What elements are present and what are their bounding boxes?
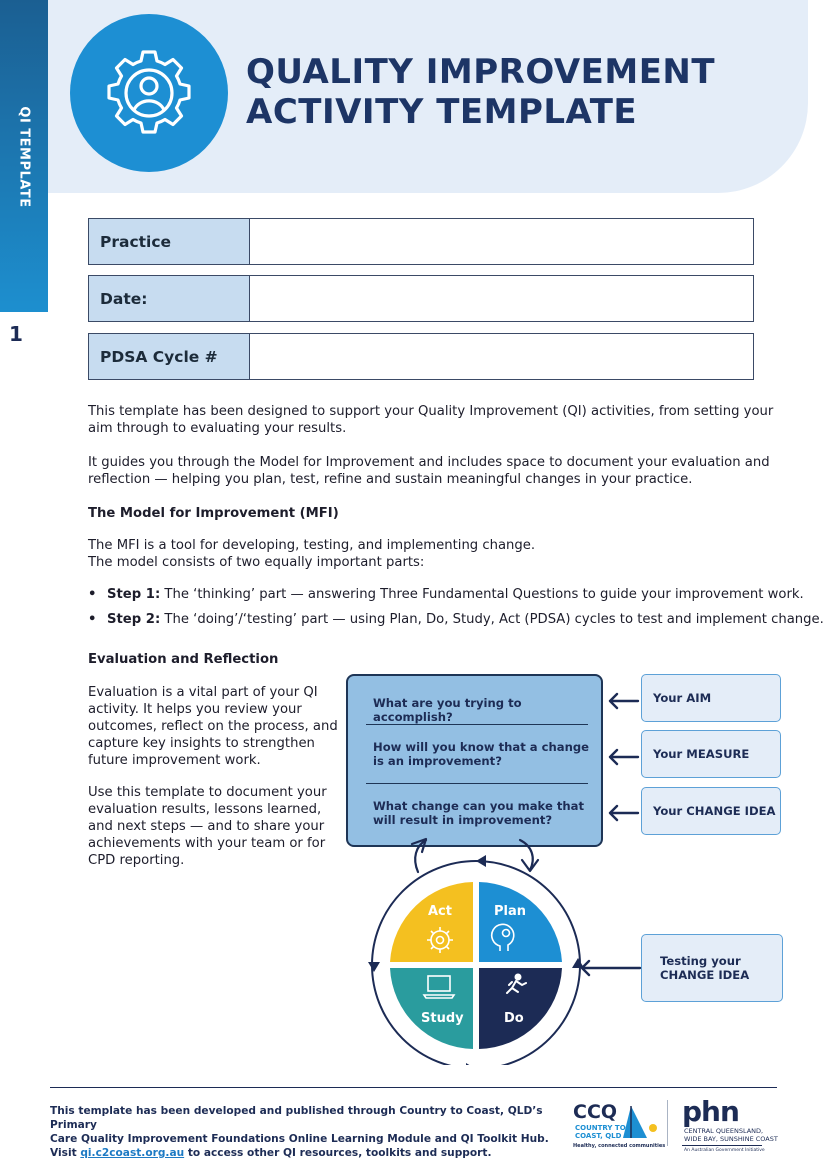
eval-p1-line: outcomes, reflect on the process, and <box>88 719 338 734</box>
intro-paragraph-2 <box>88 454 770 488</box>
pdsa-cycle-label: PDSA Cycle # <box>89 334 250 379</box>
ring-arrowhead-icon <box>368 962 380 972</box>
answer-measure <box>641 730 781 778</box>
answer-measure-label: Your MEASURE <box>653 747 750 761</box>
bullet-marker: • <box>88 587 97 602</box>
date-label: Date: <box>89 276 250 321</box>
question-aim <box>373 696 601 724</box>
eval-p1-line: Evaluation is a vital part of your QI <box>88 685 318 700</box>
eval-p2-line: achievements with your team or for <box>88 836 326 851</box>
answer-testing-line-2: CHANGE IDEA <box>660 968 750 982</box>
ccq-line-1: COUNTRY TO <box>575 1124 626 1132</box>
footer-line-2: Care Quality Improvement Foundations Online Learning Module and QI Toolkit Hub. <box>50 1133 549 1145</box>
sail-icon <box>623 1106 647 1138</box>
cycle-label-study: Study <box>421 1011 464 1026</box>
answer-testing-line-1: Testing your <box>660 954 741 968</box>
question-measure-line-2: is an improvement? <box>373 754 502 768</box>
mfi-line-1: The MFI is a tool for developing, testing, and implementing change. <box>88 538 536 553</box>
footer-line-3-rest: to access other QI resources, toolkits and support. <box>184 1147 492 1159</box>
eval-p2-line: and next steps — and to share your <box>88 819 325 834</box>
phn-region-line-1: CENTRAL QUEENSLAND, <box>684 1127 764 1135</box>
question-measure-line-1: How will you know that a change <box>373 740 589 754</box>
page-title <box>246 52 776 132</box>
pdsa-cycle <box>360 820 592 1065</box>
intro-paragraph-1 <box>88 403 773 437</box>
gear-person-icon <box>102 46 196 140</box>
ring-arrowhead-icon <box>466 1063 476 1065</box>
eval-p2-line: Use this template to document your <box>88 785 327 800</box>
ring-arrowhead-icon <box>572 958 584 968</box>
ccq-logo <box>573 1100 663 1144</box>
step-1-lead: Step 1: <box>107 587 161 602</box>
date-row <box>88 275 754 322</box>
eval-p2-line: CPD reporting. <box>88 853 185 868</box>
quadrant-act <box>390 882 473 962</box>
cycle-ring <box>372 861 580 1065</box>
arrow-left-icon <box>610 694 638 708</box>
arrow-left-icon <box>610 750 638 764</box>
question-measure <box>373 740 589 768</box>
practice-field[interactable] <box>250 219 753 264</box>
answer-change-idea-label: Your CHANGE IDEA <box>653 804 776 818</box>
ccq-mark: CCQ <box>573 1101 618 1123</box>
curved-arrow-down-icon <box>522 860 538 871</box>
footer-line-1: This template has been developed and published through Country to Coast, QLD’s Primary <box>50 1105 543 1131</box>
mfi-description <box>88 537 535 571</box>
intro-p1-line-2: aim through to evaluating your results. <box>88 421 347 436</box>
footer-line-3 <box>50 1146 550 1160</box>
question-change-line-2: will result in improvement? <box>373 813 553 827</box>
phn-region-line-2: WIDE BAY, SUNSHINE COAST <box>684 1135 778 1143</box>
pdsa-cycle-row <box>88 333 754 380</box>
title-line-1: QUALITY IMPROVEMENT <box>246 52 716 92</box>
intro-p2-line-1: It guides you through the Model for Improvement and includes space to document your evaluation and <box>88 455 770 470</box>
sun-icon <box>649 1124 657 1132</box>
side-tab-label: QI TEMPLATE <box>16 106 32 208</box>
evaluation-heading: Evaluation and Reflection <box>88 652 279 667</box>
phn-rule <box>682 1145 762 1146</box>
intro-p1-line-1: This template has been designed to support your Quality Improvement (QI) activities, from setting your <box>88 404 774 419</box>
practice-row <box>88 218 754 265</box>
step-2-text: The ‘doing’/‘testing’ part — using Plan, Do, Study, Act (PDSA) cycles to test and implement change. <box>160 612 824 627</box>
footer-rule <box>50 1087 777 1088</box>
quadrant-plan <box>479 882 562 962</box>
step-2-lead: Step 2: <box>107 612 161 627</box>
answer-arrows <box>606 690 642 980</box>
cycle-label-plan: Plan <box>494 904 527 919</box>
quadrant-study <box>390 968 473 1049</box>
bullet-marker: • <box>88 612 97 627</box>
phn-region <box>684 1127 778 1143</box>
practice-label: Practice <box>89 219 250 264</box>
page-number: 1 <box>9 322 23 346</box>
hero-icon-circle <box>70 14 228 172</box>
quadrant-do <box>479 968 562 1049</box>
answer-aim <box>641 674 781 722</box>
mfi-step-1 <box>88 586 804 603</box>
answer-change-idea <box>641 787 781 835</box>
question-change-line-1: What change can you make that <box>373 799 585 813</box>
qi-hub-link[interactable]: qi.c2coast.org.au <box>80 1147 185 1159</box>
eval-p1-line: future improvement work. <box>88 753 261 768</box>
arrow-left-icon <box>610 806 638 820</box>
question-divider <box>366 783 588 784</box>
logo-divider <box>667 1100 668 1146</box>
side-tab <box>0 0 48 312</box>
mfi-heading: The Model for Improvement (MFI) <box>88 506 339 521</box>
ring-arrowhead-icon <box>476 855 486 867</box>
question-aim-line-1: What are you trying to accomplish? <box>373 696 522 724</box>
title-line-2: ACTIVITY TEMPLATE <box>246 92 638 132</box>
phn-logo-mark: phn <box>682 1095 739 1128</box>
intro-p2-line-2: reflection — helping you plan, test, refine and sustain meaningful changes in your practice. <box>88 472 693 487</box>
cycle-label-act: Act <box>428 904 452 919</box>
pdsa-cycle-field[interactable] <box>250 334 753 379</box>
question-divider <box>366 724 588 725</box>
mfi-step-2 <box>88 611 824 628</box>
ccq-line-2: COAST, QLD <box>575 1132 622 1140</box>
footer-visit: Visit <box>50 1147 81 1159</box>
eval-p1-line: capture key insights to strengthen <box>88 736 315 751</box>
evaluation-paragraph-2 <box>88 784 327 869</box>
phn-initiative: An Australian Government Initiative <box>684 1148 765 1153</box>
step-1-text: The ‘thinking’ part — answering Three Fundamental Questions to guide your improvement work. <box>160 587 804 602</box>
answer-aim-label: Your AIM <box>653 691 712 705</box>
answer-testing <box>641 934 783 1002</box>
ccq-tagline: Healthy, connected communities <box>573 1143 666 1149</box>
evaluation-paragraph-1 <box>88 684 338 769</box>
cycle-label-do: Do <box>504 1011 524 1026</box>
eval-p1-line: activity. It helps you review your <box>88 702 302 717</box>
eval-p2-line: evaluation results, lessons learned, <box>88 802 322 817</box>
footer-text <box>50 1104 550 1160</box>
mfi-line-2: The model consists of two equally important parts: <box>88 555 425 570</box>
date-field[interactable] <box>250 276 753 321</box>
